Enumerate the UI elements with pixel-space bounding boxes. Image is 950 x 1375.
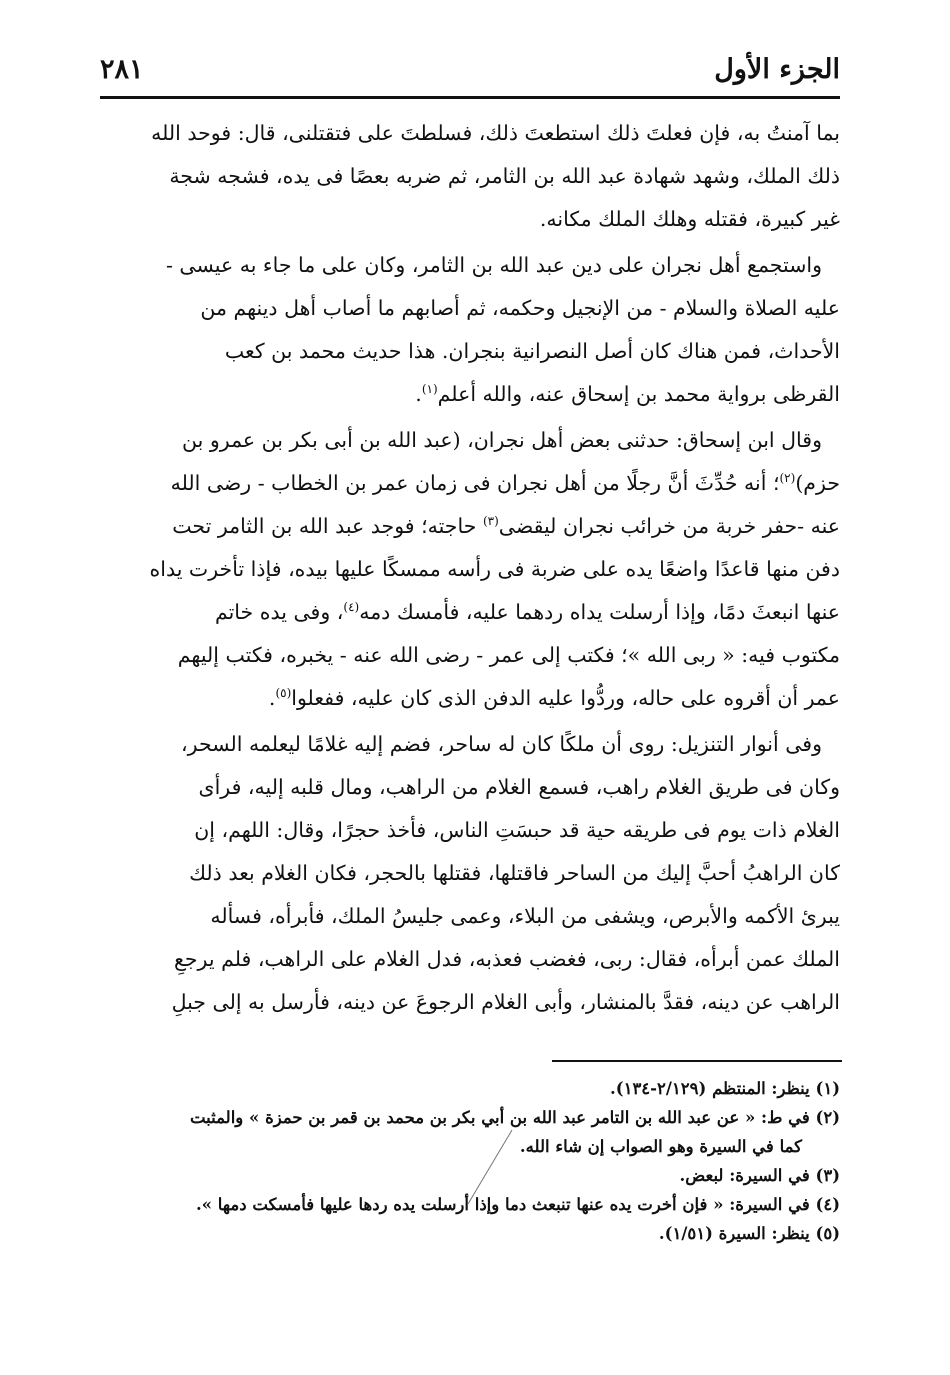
scan-mark (460, 1128, 530, 1208)
text-line: الأحداث، فمن هناك كان أصل النصرانية بنجران. هذا حديث محمد بن كعب (224, 339, 840, 363)
text-line: الملك عمن أبرأه، فقال: ربى، فغضب فعذبه، فدل الغلام على الراهب، فلم يرجعِ (173, 947, 840, 971)
text-line: عليه الصلاة والسلام - من الإنجيل وحكمه، ثم أصابهم ما أصاب أهل دينهم من (200, 296, 840, 320)
footnote-ref-5: (٥) (275, 686, 292, 701)
text-line: بما آمنتُ به، فإن فعلتَ ذلك استطعتَ ذلك، فسلطتَ على فتقتلنى، قال: فوحد الله (151, 121, 840, 145)
text-line: وكان فى طريق الغلام راهب، فسمع الغلام من الراهب، ومال قلبه إليه، فرأى (198, 775, 840, 799)
footnote-ref-4: (٤) (343, 600, 360, 615)
text-line: حزم)$^{(٢)}$؛ أنه حُدِّثَ أنَّ رجلًا من أهل نجران فى زمان عمر بن الخطاب - رضى الله (170, 471, 840, 495)
footnote-number: (٤) (815, 1195, 840, 1214)
text-line: مكتوب فيه: « ربى الله »؛ فكتب إلى عمر - رضى الله عنه - يخبره، فكتب إليهم (177, 643, 840, 667)
footnote-number: (١) (815, 1079, 840, 1098)
footnote-item: (٣) في السيرة: لبعض. (679, 1166, 840, 1185)
text-line: واستجمع أهل نجران على دين عبد الله بن الثامر، وكان على ما جاء به عيسى - (165, 253, 822, 277)
page-number: ٢٨١ (100, 54, 144, 85)
footnote-item: (٤) في السيرة: « فإن أخرت يده عنها تنبعث دما وإذا أرسلت يده ردها عليها فأمسكت دمها ». (195, 1195, 840, 1214)
footnote-number: (٣) (815, 1166, 840, 1185)
footnote-ref-1: (١) (421, 382, 438, 397)
text-line: ذلك الملك، وشهد شهادة عبد الله بن الثامر، ثم ضربه بعصًا فى يده، فشجه شجة (169, 164, 840, 188)
footnote-item: (٢) في ط: « عن عبد الله بن التامر عبد الله بن أبي بكر بن محمد بن قمر بن حمزة » والمثبت (189, 1108, 840, 1127)
text-line: كان الراهبُ أحبَّ إليك من الساحر فاقتلها، فقتلها بالحجر، فكان الغلام بعد ذلك (189, 861, 840, 885)
text-line: يبرئ الأكمه والأبرص، ويشفى من البلاء، وعمى جليسُ الملك، فأبرأه، فسأله (210, 904, 840, 928)
text-line: دفن منها قاعدًا واضعًا يده على ضربة فى رأسه ممسكًا عليها بيده، فإذا تأخرت يداه (149, 557, 840, 581)
header-rule (100, 96, 840, 99)
text-line: وفى أنوار التنزيل: روى أن ملكًا كان له ساحر، فضم إليه غلامًا ليعلمه السحر، (181, 732, 822, 756)
footnote-item: (١) ينظر: المنتظم (٢/١٢٩-١٣٤). (610, 1079, 840, 1098)
text-line: عنها انبعثَ دمًا، وإذا أرسلت يداه ردهما عليه، فأمسك دمه$^{(٤)}$، وفى يده خاتم (214, 600, 840, 624)
main-text (100, 112, 840, 1024)
text-line: القرظى برواية محمد بن إسحاق عنه، والله أعلم$^{(١)}$. (415, 382, 840, 406)
footnote-item-continuation: كما في السيرة وهو الصواب إن شاء الله. (519, 1137, 802, 1156)
footnote-number: (٥) (815, 1224, 840, 1243)
running-title: الجزء الأول (714, 54, 840, 85)
footnote-item: (٥) ينظر: السيرة (١/٥١). (658, 1224, 840, 1243)
text-line: غير كبيرة، فقتله وهلك الملك مكانه. (539, 207, 840, 231)
text-line: عنه -حفر خربة من خرائب نجران ليقضى$^{(٣)}$ حاجته؛ فوجد عبد الله بن الثامر تحت (172, 514, 840, 538)
footnote-number: (٢) (815, 1108, 840, 1127)
footnote-separator (552, 1060, 842, 1062)
text-line: الراهب عن دينه، فقدَّ بالمنشار، وأبى الغلام الرجوعَ عن دينه، فأرسل به إلى جبلِ (171, 990, 840, 1014)
text-line: عمر أن أقروه على حاله، وردُّوا عليه الدفن الذى كان عليه، ففعلوا$^{(٥)}$. (268, 686, 840, 710)
text-line: وقال ابن إسحاق: حدثنى بعض أهل نجران، (عبد الله بن أبى بكر بن عمرو بن (182, 428, 822, 452)
footnote-ref-3: (٣) (482, 514, 499, 529)
text-line: الغلام ذات يوم فى طريقه حية قد حبسَتِ الناس، فأخذ حجرًا، وقال: اللهم، إن (194, 818, 840, 842)
footnote-ref-2: (٢) (779, 471, 796, 486)
page-header (100, 52, 840, 94)
